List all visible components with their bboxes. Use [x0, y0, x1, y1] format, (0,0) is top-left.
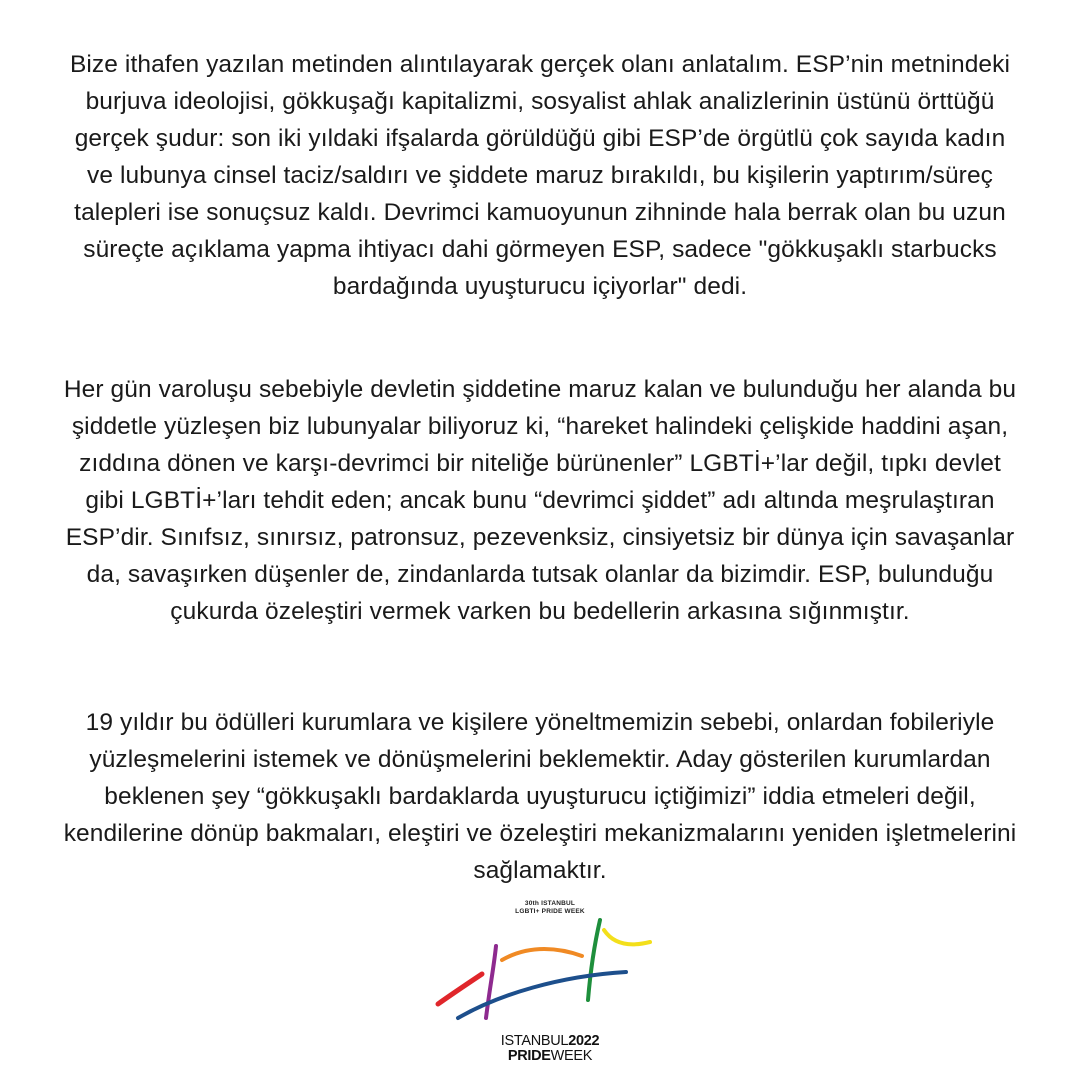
logo-wordmark [490, 1034, 610, 1064]
logo-week: WEEK [550, 1048, 593, 1064]
statement-paragraph-1: Bize ithafen yazılan metinden alıntılayarak gerçek olanı anlatalım. ESP’nin metnindeki burjuva ideolojisi, gökkuşağı kapitalizmi, sosyalist ahlak analizlerinin üstünü örttüğü gerçek şudur: son iki yıldaki ifşalarda görüldüğü gibi ESP’de örgütlü çok sayıda kadın ve lubunya cinsel taciz/saldırı ve şiddete maruz bırakıldı, bu kişilerin yaptırım/süreç talepleri ise sonuçsuz kaldı. Devrimci kamuoyunun zihninde hala berrak olan bu uzun süreçte açıklama yapma ihtiyacı dahi görmeyen ESP, sadece "gökkuşaklı starbucks bardağında uyuşturucu içiyorlar" dedi. [69, 51, 1011, 300]
istanbul-pride-week-logo [430, 896, 660, 1072]
statement-paragraph-2: Her gün varoluşu sebebiyle devletin şiddetine maruz kalan ve bulunduğu her alanda bu şiddetle yüzleşen biz lubunyalar biliyoruz ki, “hareket halindeki çelişkide haddini aşan, zıddına dönen ve karşı-devrimci bir niteliğe bürünenler” LGBTİ+’lar değil, tıpkı devlet gibi LGBTİ+’ları tehdit eden; ancak bunu “devrimci şiddet” adı altında meşrulaştıran ESP’dir. Sınıfsız, sınırsız, patronsuz, pezevenksiz, cinsiyetsiz bir dünya için savaşanlar da, savaşırken düşenler de, zindanlarda tutsak olanlar da bizimdir. ESP, bulunduğu çukurda özeleştiri vermek varken bu bedellerin arkasına sığınmıştır. [63, 376, 1017, 625]
rainbow-bridge-icon [430, 916, 660, 1032]
logo-top-line-2: LGBTI+ PRIDE WEEK [515, 908, 585, 915]
logo-year: 2022 [568, 1033, 600, 1049]
statement-paragraph-3: 19 yıldır bu ödülleri kurumlara ve kişilere yöneltmemizin sebebi, onlardan fobileriyle yüzleşmelerini istemek ve dönüşmelerini beklemektir. Aday gösterilen kurumlardan beklenen şey “gökkuşaklı bardaklarda uyuşturucu içtiğimizi” iddia etmeleri değil, kendilerine dönüp bakmaları, eleştiri ve özeleştiri mekanizmalarını yeniden işletmelerini sağlamaktır. [63, 709, 1017, 884]
logo-city: ISTANBUL [500, 1033, 569, 1049]
logo-pride: PRIDE [507, 1048, 551, 1064]
logo-top-line-1: 30th ISTANBUL [524, 900, 576, 907]
logo-top-caption [500, 900, 600, 916]
